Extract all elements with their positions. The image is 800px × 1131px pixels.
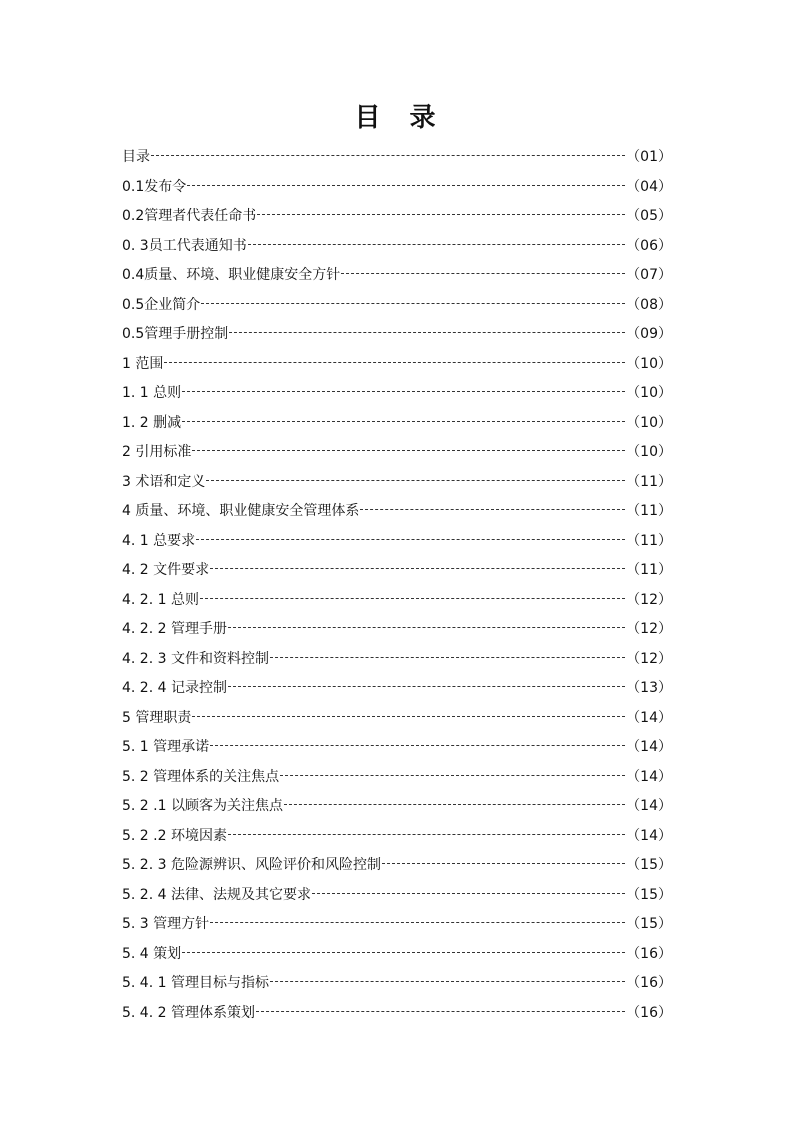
toc-entry-page-number: （12） — [626, 621, 672, 637]
toc-entry — [122, 851, 672, 881]
toc-entry — [122, 173, 672, 203]
toc-dot-leader — [200, 598, 625, 599]
toc-entry-page-number: （10） — [626, 385, 672, 401]
toc-entry — [122, 497, 672, 527]
toc-entry-label: 4 质量、环境、职业健康安全管理体系 — [122, 503, 360, 519]
toc-entry-label: 5. 1 管理承诺 — [122, 739, 210, 755]
toc-dot-leader — [201, 303, 625, 304]
page-title: 目 录 — [354, 103, 446, 133]
toc-entry-label: 4. 2 文件要求 — [122, 562, 210, 578]
toc-entry — [122, 822, 672, 852]
toc-entry-page-number: （14） — [626, 798, 672, 814]
toc-entry-label: 5. 4 策划 — [122, 945, 182, 962]
toc-entry — [122, 468, 672, 498]
toc-entry — [122, 527, 672, 557]
toc-entry — [122, 674, 672, 704]
toc-entry-label: 1. 1 总则 — [122, 385, 182, 401]
toc-entry — [122, 615, 672, 645]
toc-entry-page-number: （12） — [626, 650, 672, 667]
toc-dot-leader — [182, 421, 625, 422]
toc-entry-page-number: （01） — [626, 149, 672, 165]
toc-entry — [122, 202, 672, 232]
toc-dot-leader — [182, 952, 625, 953]
toc-dot-leader — [228, 686, 625, 687]
toc-entry — [122, 763, 672, 793]
toc-entry-label: 0. 3员工代表通知书 — [122, 237, 247, 254]
toc-entry-label: 3 术语和定义 — [122, 473, 206, 490]
toc-entry — [122, 556, 672, 586]
toc-entry-page-number: （14） — [626, 709, 672, 726]
toc-entry-page-number: （06） — [626, 237, 672, 254]
toc-entry — [122, 409, 672, 439]
toc-entry-page-number: （04） — [626, 178, 672, 195]
toc-entry-label: 5. 2 .2 环境因素 — [122, 827, 227, 844]
toc-dot-leader — [341, 273, 625, 274]
toc-entry-page-number: （11） — [626, 562, 672, 578]
toc-entry-label: 5. 3 管理方针 — [122, 916, 210, 932]
toc-entry — [122, 999, 672, 1029]
toc-entry-page-number: （14） — [626, 768, 672, 785]
toc-dot-leader — [256, 1011, 625, 1012]
toc-entry-page-number: （05） — [626, 208, 672, 224]
toc-entry-label: 1 范围 — [122, 355, 164, 372]
toc-entry-label: 5. 2. 3 危险源辨识、风险评价和风险控制 — [122, 857, 381, 873]
toc-entry-page-number: （13） — [626, 680, 672, 696]
toc-dot-leader — [248, 244, 625, 245]
toc-entry-label: 5. 4. 2 管理体系策划 — [122, 1004, 255, 1021]
toc-entry-page-number: （11） — [626, 503, 672, 519]
toc-dot-leader — [284, 804, 625, 805]
toc-entry-label: 5. 2. 4 法律、法规及其它要求 — [122, 886, 311, 903]
toc-entry — [122, 291, 672, 321]
toc-entry-page-number: （16） — [626, 945, 672, 962]
toc-entry-page-number: （12） — [626, 591, 672, 608]
toc-entry — [122, 733, 672, 763]
toc-entry — [122, 232, 672, 262]
toc-entry-label: 5. 2 管理体系的关注焦点 — [122, 768, 280, 785]
toc-entry-page-number: （11） — [626, 532, 672, 549]
toc-entry-label: 0.2管理者代表任命书 — [122, 208, 257, 224]
toc-dot-leader — [182, 391, 625, 392]
table-of-contents — [122, 143, 672, 1028]
toc-entry — [122, 320, 672, 350]
toc-dot-leader — [229, 332, 625, 333]
toc-entry-label: 5 管理职责 — [122, 709, 192, 726]
toc-entry — [122, 438, 672, 468]
toc-entry-label: 0.4质量、环境、职业健康安全方针 — [122, 267, 341, 283]
toc-entry-label: 1. 2 删减 — [122, 414, 182, 431]
toc-entry-page-number: （15） — [626, 857, 672, 873]
toc-entry — [122, 379, 672, 409]
toc-dot-leader — [192, 716, 625, 717]
toc-dot-leader — [312, 893, 625, 894]
toc-entry-page-number: （16） — [626, 975, 672, 991]
toc-dot-leader — [228, 627, 625, 628]
toc-dot-leader — [210, 922, 625, 923]
toc-entry — [122, 940, 672, 970]
toc-entry-page-number: （10） — [626, 414, 672, 431]
toc-dot-leader — [270, 981, 625, 982]
toc-entry — [122, 261, 672, 291]
toc-entry-page-number: （15） — [626, 886, 672, 903]
toc-entry-label: 4. 2. 3 文件和资料控制 — [122, 650, 269, 667]
toc-entry-page-number: （14） — [626, 827, 672, 844]
toc-entry-label: 目录 — [122, 149, 150, 165]
toc-entry-page-number: （10） — [626, 355, 672, 372]
toc-dot-leader — [151, 155, 625, 156]
toc-entry-label: 4. 2. 4 记录控制 — [122, 680, 227, 696]
toc-entry — [122, 586, 672, 616]
toc-entry — [122, 969, 672, 999]
toc-entry-label: 5. 4. 1 管理目标与指标 — [122, 975, 269, 991]
toc-dot-leader — [196, 539, 625, 540]
toc-dot-leader — [360, 509, 625, 510]
toc-entry — [122, 910, 672, 940]
toc-entry — [122, 881, 672, 911]
toc-entry-label: 0.5管理手册控制 — [122, 326, 229, 342]
toc-dot-leader — [206, 480, 625, 481]
toc-entry-label: 4. 2. 1 总则 — [122, 591, 199, 608]
toc-entry-label: 0.1发布令 — [122, 178, 187, 195]
toc-entry-page-number: （16） — [626, 1004, 672, 1021]
toc-dot-leader — [280, 775, 625, 776]
toc-entry-label: 2 引用标准 — [122, 444, 192, 460]
toc-dot-leader — [270, 657, 625, 658]
toc-entry-page-number: （08） — [626, 296, 672, 313]
toc-entry-label: 4. 2. 2 管理手册 — [122, 621, 227, 637]
toc-entry-label: 4. 1 总要求 — [122, 532, 196, 549]
toc-dot-leader — [210, 745, 625, 746]
toc-entry — [122, 645, 672, 675]
toc-entry-page-number: （14） — [626, 739, 672, 755]
toc-dot-leader — [228, 834, 625, 835]
toc-entry-label: 5. 2 .1 以顾客为关注焦点 — [122, 798, 283, 814]
toc-entry-page-number: （09） — [626, 326, 672, 342]
toc-entry-page-number: （10） — [626, 444, 672, 460]
toc-entry-label: 0.5企业简介 — [122, 296, 201, 313]
toc-dot-leader — [192, 450, 625, 451]
toc-dot-leader — [382, 863, 625, 864]
toc-entry-page-number: （07） — [626, 267, 672, 283]
toc-entry — [122, 350, 672, 380]
toc-entry-page-number: （11） — [626, 473, 672, 490]
toc-entry-page-number: （15） — [626, 916, 672, 932]
toc-dot-leader — [257, 214, 625, 215]
toc-dot-leader — [187, 185, 625, 186]
toc-entry — [122, 704, 672, 734]
toc-entry — [122, 792, 672, 822]
toc-dot-leader — [210, 568, 625, 569]
toc-entry — [122, 143, 672, 173]
toc-dot-leader — [164, 362, 625, 363]
